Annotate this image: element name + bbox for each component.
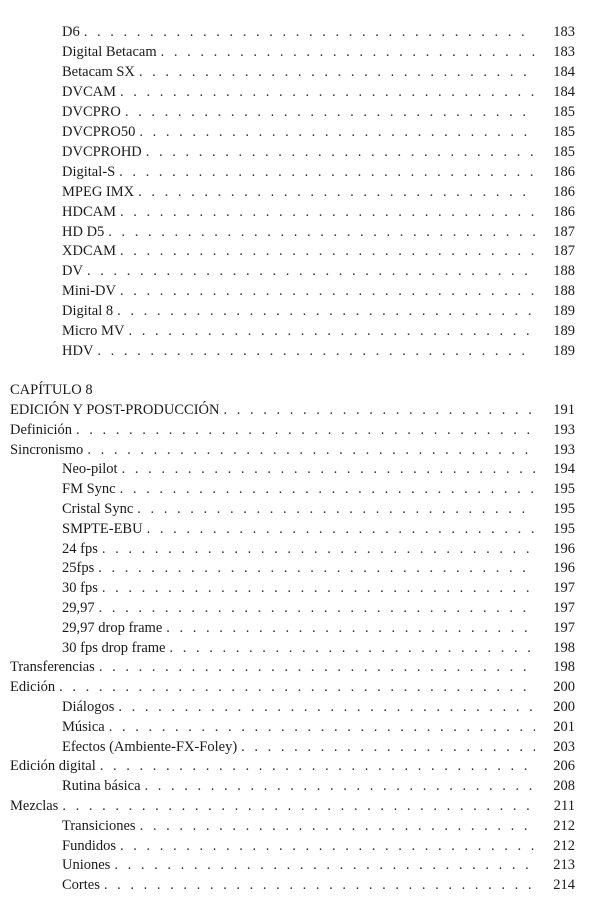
toc-entry (62, 142, 575, 162)
toc-entry (62, 281, 575, 301)
toc-entry (10, 796, 575, 816)
toc-entry (62, 519, 575, 539)
toc-entry-page: 214 (553, 877, 575, 894)
toc-entry-title: 24 fps (62, 540, 98, 557)
toc-entry (62, 122, 575, 142)
dot-leader (99, 657, 535, 677)
toc-entry-title: HD D5 (62, 223, 105, 240)
toc-entry (62, 836, 575, 856)
toc-entry-page: 194 (553, 461, 575, 478)
toc-entry-title: Edición digital (10, 758, 96, 775)
toc-entry-title: Efectos (Ambiente-FX-Foley) (62, 738, 238, 755)
toc-entry-page: 186 (553, 183, 575, 200)
toc-entry-title: Digital-S (62, 163, 116, 180)
dot-leader (169, 638, 535, 658)
toc-entry (62, 875, 575, 895)
toc-entry-title: EDICIÓN Y POST-PRODUCCIÓN (10, 402, 220, 418)
toc-entry (62, 816, 575, 836)
toc-entry-page: 198 (553, 659, 575, 676)
dot-leader (84, 22, 535, 42)
dot-leader (166, 618, 535, 638)
toc-entry-title: Digital Betacam (62, 43, 157, 60)
toc-entry-page: 193 (553, 421, 575, 438)
toc-entry (62, 321, 575, 341)
toc-entry (62, 638, 575, 658)
toc-entry (62, 222, 575, 242)
dot-leader (120, 241, 535, 261)
dot-leader (114, 855, 535, 875)
toc-entry-page: 201 (553, 718, 575, 735)
toc-entry-page: 197 (553, 580, 575, 597)
dot-leader (125, 102, 535, 122)
toc-entry-page: 188 (553, 283, 575, 300)
toc-entry (62, 22, 575, 42)
toc-entry (62, 618, 575, 638)
toc-entry (62, 162, 575, 182)
dot-leader (119, 162, 535, 182)
dot-leader (62, 796, 535, 816)
toc-entry-page: 197 (553, 619, 575, 636)
toc-entry-page: 193 (553, 441, 575, 458)
dot-leader (161, 42, 535, 62)
toc-entry-title: HDCAM (62, 203, 116, 220)
toc-entry-page: 195 (553, 520, 575, 537)
toc-entry-page: 183 (553, 24, 575, 40)
dot-leader (117, 301, 535, 321)
toc-entry-title: DVCPRO50 (62, 123, 136, 140)
toc-entry (62, 578, 575, 598)
dot-leader (76, 420, 535, 440)
toc-entry (62, 202, 575, 222)
dot-leader (97, 341, 535, 361)
toc-entry-page: 212 (553, 837, 575, 854)
toc-entry (62, 62, 575, 82)
dot-leader (128, 321, 535, 341)
toc-entry-page: 212 (553, 817, 575, 834)
toc-entry (62, 558, 575, 578)
toc-entry-title: DVCPRO (62, 103, 121, 120)
toc-entry-title: Digital 8 (62, 303, 114, 320)
toc-entry-page: 213 (553, 857, 575, 874)
dot-leader (223, 400, 535, 420)
toc-entry-page: 185 (553, 123, 575, 140)
toc-entry (10, 677, 575, 697)
toc-entry-title: Micro MV (62, 323, 125, 340)
dot-leader (102, 539, 535, 559)
toc-entry-page: 186 (553, 163, 575, 180)
toc-entry (62, 717, 575, 737)
dot-leader (139, 62, 535, 82)
chapter-heading: CAPÍTULO 8 (10, 382, 93, 398)
dot-leader (137, 499, 535, 519)
toc-entry (62, 182, 575, 202)
dot-leader (145, 776, 535, 796)
dot-leader (98, 558, 535, 578)
dot-leader (87, 440, 535, 460)
toc-entry-title: Cristal Sync (62, 501, 134, 517)
toc-entry-page: 189 (553, 343, 575, 360)
toc-entry-title: Rutina básica (62, 778, 141, 795)
toc-entry-title: Diálogos (62, 699, 115, 715)
dot-leader (109, 717, 535, 737)
toc-entry-title: 29,97 drop frame (62, 619, 163, 636)
toc-entry (62, 261, 575, 281)
dot-leader (120, 82, 535, 102)
toc-entry-page: 195 (553, 481, 575, 498)
dot-leader (146, 142, 535, 162)
toc-entry-page: 196 (553, 560, 575, 577)
toc-entry-title: Mezclas (10, 798, 59, 814)
toc-entry (10, 440, 575, 460)
toc-entry-title: DVCAM (62, 83, 116, 100)
dot-leader (120, 281, 535, 301)
toc-entry-page: 188 (553, 263, 575, 280)
dot-leader (241, 737, 535, 757)
dot-leader (120, 479, 535, 499)
dot-leader (100, 756, 535, 776)
toc-entry-page: 186 (553, 203, 575, 220)
toc-entry-title: Mini-DV (62, 283, 116, 300)
toc-entry-title: Fundidos (62, 837, 116, 854)
toc-entry-title: XDCAM (62, 243, 116, 260)
toc-entry (62, 102, 575, 122)
toc-entry-page: 203 (553, 738, 575, 755)
dot-leader (147, 519, 535, 539)
toc-entry (62, 82, 575, 102)
toc-entry-page: 185 (553, 103, 575, 120)
toc-entry-page: 211 (553, 798, 575, 814)
toc-entry-page: 187 (553, 243, 575, 260)
toc-entry (62, 598, 575, 618)
toc-entry-page: 184 (553, 63, 575, 80)
toc-entry-page: 189 (553, 303, 575, 320)
toc-entry (62, 499, 575, 519)
toc-entry (62, 697, 575, 717)
toc-entry-page: 185 (553, 143, 575, 160)
toc-entry-title: Transiciones (62, 817, 136, 834)
toc-entry-title: DVCPROHD (62, 143, 142, 160)
toc-entry (10, 420, 575, 440)
dot-leader (140, 816, 535, 836)
toc-entry-title: Neo-pilot (62, 461, 118, 478)
toc-entry (10, 657, 575, 677)
toc-entry-page: 200 (553, 679, 575, 696)
toc-entry (10, 756, 575, 776)
dot-leader (122, 459, 535, 479)
toc-entry-title: HDV (62, 343, 94, 360)
toc-entry-title: SMPTE-EBU (62, 520, 143, 537)
toc-entry-page: 206 (553, 758, 575, 775)
toc-entry-title: FM Sync (62, 481, 116, 498)
toc-entry (62, 737, 575, 757)
toc-entry-title: Música (62, 718, 105, 735)
toc-entry (62, 301, 575, 321)
toc-entry-title: Uniones (62, 857, 111, 874)
toc-entry (62, 42, 575, 62)
toc-entry (62, 241, 575, 261)
toc-entry-title: Sincronismo (10, 441, 84, 458)
toc-entry-title: MPEG IMX (62, 183, 135, 200)
toc-entry-title: 29,97 (62, 600, 95, 616)
toc-entry (62, 341, 575, 361)
toc-entry-page: 200 (553, 699, 575, 715)
toc-entry (62, 776, 575, 796)
dot-leader (99, 598, 535, 618)
dot-leader (118, 697, 535, 717)
toc-entry (62, 855, 575, 875)
toc-entry (62, 539, 575, 559)
dot-leader (108, 222, 535, 242)
dot-leader (120, 202, 535, 222)
toc-entry-page: 191 (553, 402, 575, 418)
toc-entry-title: D6 (62, 24, 80, 40)
toc-entry (10, 400, 575, 420)
dot-leader (87, 261, 535, 281)
toc-entry-page: 195 (553, 501, 575, 517)
toc-entry-title: 30 fps drop frame (62, 639, 166, 656)
toc-entry-title: Definición (10, 421, 73, 438)
toc-entry-page: 184 (553, 83, 575, 100)
toc-entry-title: 30 fps (62, 580, 98, 597)
toc-entry-title: Edición (10, 679, 56, 696)
toc-entry-title: DV (62, 263, 83, 280)
toc-entry-title: Cortes (62, 877, 100, 894)
toc-entry-page: 208 (553, 778, 575, 795)
toc-entry-page: 183 (553, 43, 575, 60)
toc-entry-page: 196 (553, 540, 575, 557)
toc-entry-page: 187 (553, 223, 575, 240)
toc-entry-title: Betacam SX (62, 63, 135, 80)
dot-leader (102, 578, 535, 598)
toc-entry-page: 197 (553, 600, 575, 616)
dot-leader (138, 182, 535, 202)
toc-entry (62, 459, 575, 479)
toc-entry-title: Transferencias (10, 659, 95, 676)
toc-entry-page: 189 (553, 323, 575, 340)
dot-leader (139, 122, 535, 142)
toc-entry-page: 198 (553, 639, 575, 656)
toc-entry-title: 25fps (62, 560, 95, 577)
dot-leader (104, 875, 535, 895)
dot-leader (59, 677, 535, 697)
toc-entry (62, 479, 575, 499)
dot-leader (120, 836, 535, 856)
